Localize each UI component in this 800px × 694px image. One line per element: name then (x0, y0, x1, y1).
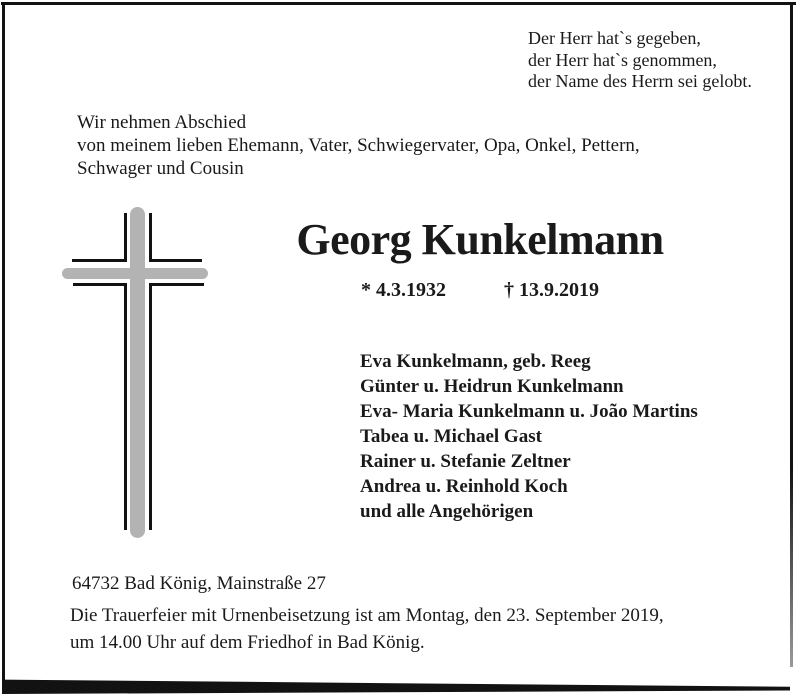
cross-outline-bottom-left-arm (73, 283, 124, 286)
address-line: 64732 Bad König, Mainstraße 27 (72, 573, 326, 594)
mourner-line: Andrea u. Reinhold Koch (360, 476, 568, 497)
scripture-quote (528, 28, 752, 93)
quote-line-3: der Name des Herrn sei gelobt. (528, 71, 752, 91)
mourner-line: Eva Kunkelmann, geb. Reeg (360, 351, 591, 372)
frame-border-top (1, 2, 796, 5)
cross-outline-right-top (149, 213, 152, 262)
funeral-info (70, 603, 664, 656)
death-date: † 13.9.2019 (504, 279, 599, 301)
birth-date: * 4.3.1932 (361, 279, 446, 301)
intro-line-1: Wir nehmen Abschied (77, 112, 247, 133)
intro-line-2: von meinem lieben Ehemann, Vater, Schwiegervater, Opa, Onkel, Pettern, (77, 135, 640, 156)
cross-outline-right-bottom (149, 283, 152, 530)
frame-border-right (790, 2, 793, 667)
funeral-line-1: Die Trauerfeier mit Urnenbeisetzung ist am Montag, den 23. September 2019, (70, 605, 664, 626)
cross-outline-bottom-right-arm (152, 283, 204, 286)
deceased-name: Georg Kunkelmann (296, 215, 664, 264)
cross-outline-top-left-arm (72, 259, 124, 262)
intro-line-3: Schwager und Cousin (77, 158, 244, 179)
funeral-line-2: um 14.00 Uhr auf dem Friedhof in Bad König. (70, 631, 425, 653)
cross-outline-left-bottom (124, 283, 127, 530)
frame-border-bottom (2, 678, 790, 694)
cross-vertical-bar (130, 207, 145, 538)
cross-outline-left-top (124, 213, 127, 262)
quote-line-2: der Herr hat`s genommen, (528, 49, 717, 70)
mourner-line: Rainer u. Stefanie Zeltner (360, 451, 571, 472)
cross-outline-top-right-arm (152, 259, 202, 262)
mourner-line: und alle Angehörigen (360, 501, 534, 522)
mourner-line: Günter u. Heidrun Kunkelmann (360, 376, 624, 397)
farewell-intro (77, 111, 640, 180)
quote-line-1: Der Herr hat`s gegeben, (528, 28, 701, 48)
frame-border-left (2, 2, 5, 692)
mourners-list (360, 349, 698, 524)
mourner-line: Eva- Maria Kunkelmann u. João Martins (360, 401, 698, 422)
cross-horizontal-bar (62, 268, 208, 279)
life-dates (280, 278, 680, 302)
mourner-line: Tabea u. Michael Gast (360, 426, 542, 447)
